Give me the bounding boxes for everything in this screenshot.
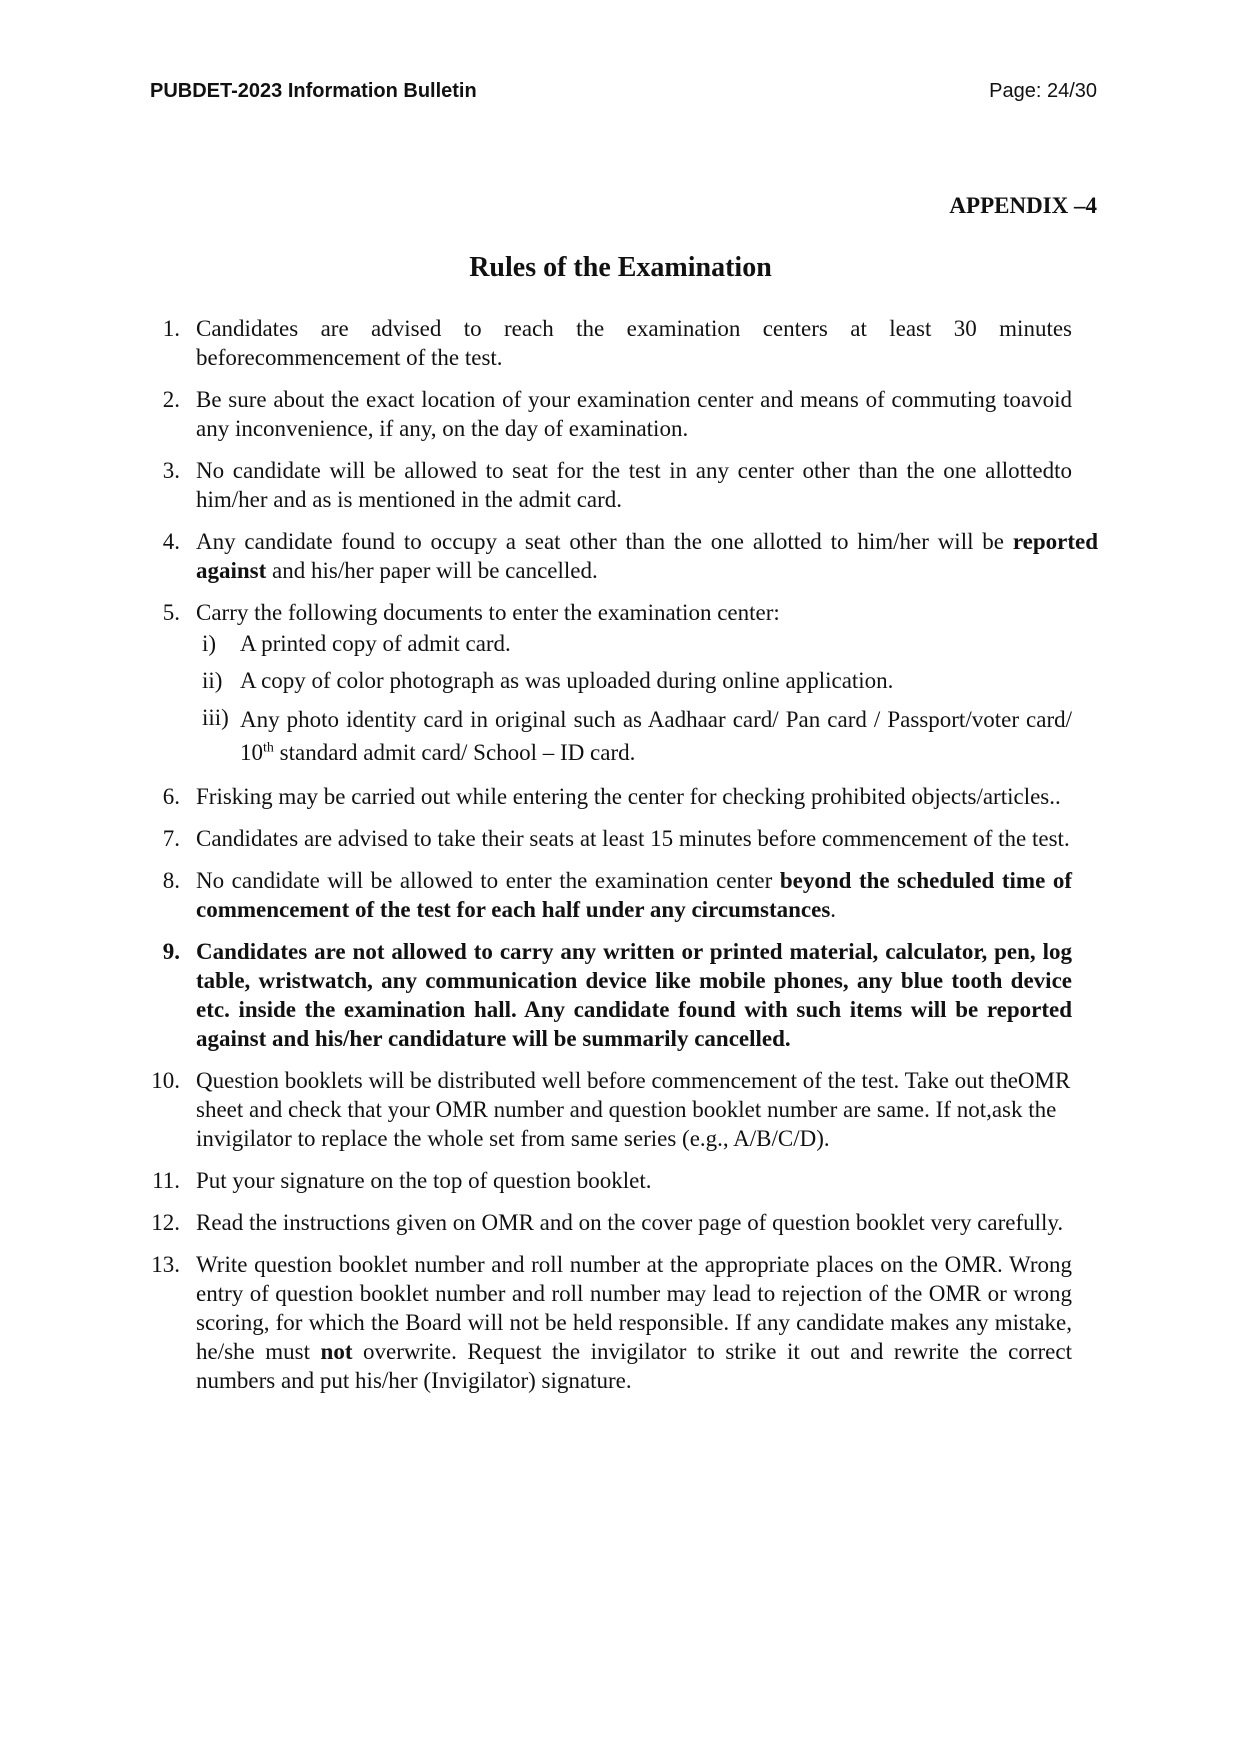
rule-text-part: and his/her paper will be cancelled. xyxy=(266,558,598,583)
rule-number: 6. xyxy=(162,784,180,809)
rule-number: 12. xyxy=(151,1210,180,1235)
rule-item xyxy=(140,456,1098,514)
sub-text: A printed copy of admit card. xyxy=(240,631,511,656)
rule-text: Put your signature on the top of question booklet. xyxy=(196,1168,652,1193)
rule-text: Question booklets will be distributed well before commencement of the test. Take out theOMR sheet and check that your OMR number and question booklet number are same. If not,ask the invigilator to replace the whole set from same series (e.g., A/B/C/D). xyxy=(196,1068,1071,1151)
rule-number: 13. xyxy=(151,1252,180,1277)
rule-text: Carry the following documents to enter the examination center: xyxy=(196,600,780,625)
rule-emphasis: reported against xyxy=(196,529,1098,583)
rule-text: Read the instructions given on OMR and on the cover page of question booklet very carefully. xyxy=(196,1210,1064,1235)
rule-item xyxy=(140,1066,1098,1153)
rule-item xyxy=(140,1166,1098,1195)
rule-text: Frisking may be carried out while entering the center for checking prohibited objects/articles.. xyxy=(196,784,1061,809)
rule-emphasis: beyond the scheduled time of commencement of the test for each half under any circumstances xyxy=(196,868,1072,922)
sub-text xyxy=(240,703,1072,769)
rule-item xyxy=(140,314,1098,372)
rule-number: 1. xyxy=(162,316,180,341)
sub-item xyxy=(196,629,1098,658)
page-number: Page: 24/30 xyxy=(989,80,1097,102)
appendix-label: APPENDIX –4 xyxy=(949,193,1097,218)
rule-item xyxy=(140,937,1098,1053)
rule-text-part: overwrite. Request the invigilator to strike it out and rewrite the correct numbers and put his/her (Invigilator) signature. xyxy=(196,1339,1072,1393)
rule-number: 11. xyxy=(152,1168,180,1193)
page-header xyxy=(150,80,1097,110)
sub-item xyxy=(196,666,1098,695)
rule-item xyxy=(140,824,1098,853)
rule-number: 7. xyxy=(162,826,180,851)
document-title: PUBDET-2023 Information Bulletin xyxy=(150,80,477,102)
rule-item xyxy=(140,1208,1098,1237)
rule-number: 2. xyxy=(162,387,180,412)
rule-item xyxy=(140,527,1098,585)
rule-text: No candidate will be allowed to seat for the test in any center other than the one allottedto him/her and as is mentioned in the admit card. xyxy=(196,458,1072,512)
documents-sublist xyxy=(196,629,1098,769)
rule-number: 4. xyxy=(162,529,180,554)
rule-text-part: No candidate will be allowed to enter the examination center xyxy=(196,868,780,893)
rule-number: 5. xyxy=(162,600,180,625)
rule-text-part: Write question booklet number and roll number at the appropriate places on the OMR. Wrong entry of question booklet number and roll number may lead to rejection of the OMR or wrong scoring, for which the Board will not be held responsible. If any candidate makes any mistake, he/she must xyxy=(196,1252,1072,1364)
rule-text: Candidates are not allowed to carry any written or printed material, calculator, pen, log table, wristwatch, any communication device like mobile phones, any blue tooth device etc. inside the examination hall. Any candidate found with such items will be reported against and his/her candidature will be summarily cancelled. xyxy=(196,939,1072,1051)
rule-emphasis: not xyxy=(320,1339,353,1364)
rule-item xyxy=(140,598,1098,769)
rule-number: 8. xyxy=(162,868,180,893)
rule-text xyxy=(196,1250,1072,1395)
sub-item xyxy=(196,703,1098,769)
sub-text: A copy of color photograph as was uploaded during online application. xyxy=(240,668,894,693)
sub-number: ii) xyxy=(202,668,223,693)
rule-text-part: . xyxy=(830,897,837,922)
sub-text-part: standard admit card/ School – ID card. xyxy=(273,740,636,765)
rule-item xyxy=(140,866,1098,924)
rule-item xyxy=(140,1250,1098,1395)
sub-number: iii) xyxy=(202,705,229,730)
rule-number: 9. xyxy=(162,939,180,964)
rule-text: Be sure about the exact location of your examination center and means of commuting toavoid any inconvenience, if any, on the day of examination. xyxy=(196,387,1072,441)
rule-number: 10. xyxy=(151,1068,180,1093)
rule-number: 3. xyxy=(162,458,180,483)
rules-list xyxy=(140,314,1098,1408)
rule-text: Candidates are advised to reach the examination centers at least 30 minutes beforecommencement of the test. xyxy=(196,316,1072,370)
rule-text: Candidates are advised to take their seats at least 15 minutes before commencement of the test. xyxy=(196,826,1070,851)
rule-item xyxy=(140,385,1098,443)
rule-text-part: Any candidate found to occupy a seat other than the one allotted to him/her will be xyxy=(196,529,1013,554)
rule-item xyxy=(140,782,1098,811)
sub-text-part: Any photo identity card in original such as Aadhaar card/ Pan card / Passport/voter card/ 10 xyxy=(240,707,1072,765)
page-title: Rules of the Examination xyxy=(469,252,772,283)
sub-number: i) xyxy=(202,631,217,656)
superscript: th xyxy=(263,740,274,756)
rule-text xyxy=(196,527,1098,585)
rule-text xyxy=(196,866,1072,924)
